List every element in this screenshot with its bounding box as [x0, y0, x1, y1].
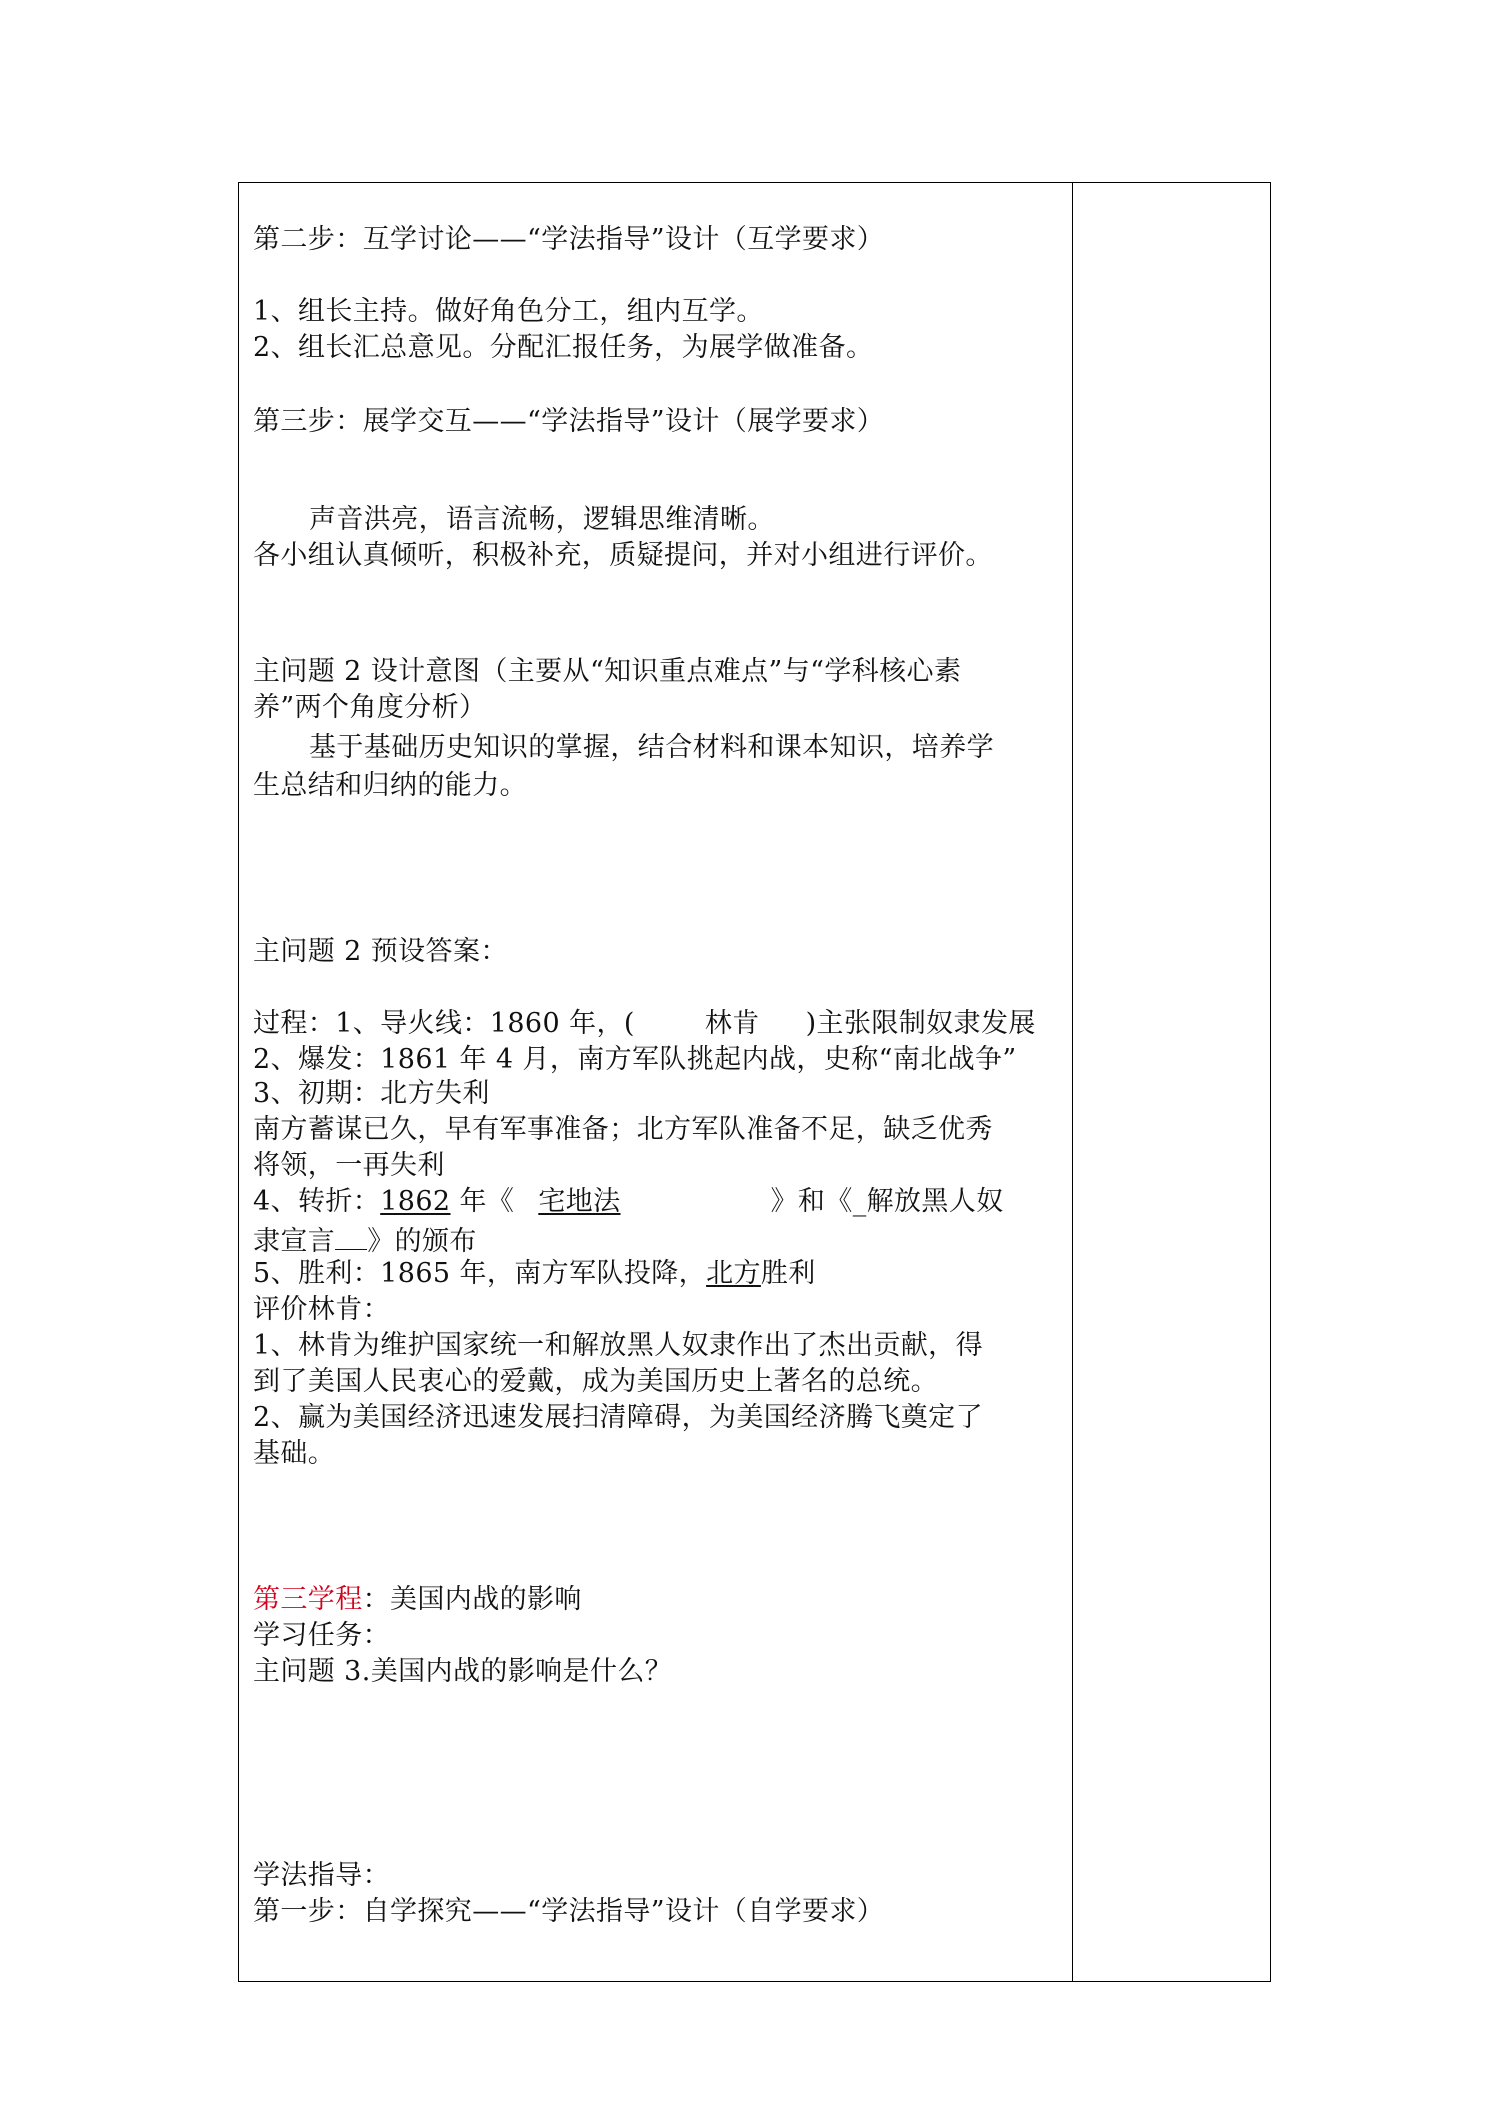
answer-4b-blank — [335, 1221, 367, 1250]
answer-line-4b — [253, 1221, 477, 1259]
step2-title: 第二步：互学讨论——“学法指导”设计（互学要求） — [253, 224, 885, 255]
step3-item-2: 各小组认真倾听，积极补充，质疑提问，并对小组进行评价。 — [253, 540, 993, 571]
column-divider — [1072, 183, 1073, 1981]
answer-1-suffix: )主张限制奴隶发展 — [805, 1008, 1036, 1039]
answer-5-fill: 北方 — [706, 1258, 761, 1289]
answer-line-5 — [253, 1257, 816, 1291]
intent-body-line-1: 基于基础历史知识的掌握，结合材料和课本知识，培养学 — [309, 732, 994, 763]
step3-item-1: 声音洪亮，语言流畅，逻辑思维清晰。 — [309, 504, 775, 535]
task-title: 学习任务： — [253, 1620, 390, 1651]
answer-line-3-detail-1: 南方蓄谋已久，早有军事准备；北方军队准备不足，缺乏优秀 — [253, 1114, 993, 1145]
evaluation-1-line-2: 到了美国人民衷心的爱戴，成为美国历史上著名的总统。 — [253, 1366, 938, 1397]
guide-title: 学法指导： — [253, 1860, 390, 1891]
answer-4-law — [514, 1186, 770, 1217]
answer-4-law-text: 宅地法 — [538, 1186, 621, 1217]
intent-title-line-1: 主问题 2 设计意图（主要从“知识重点难点”与“学科核心素 — [253, 656, 962, 687]
section3-title: ：美国内战的影响 — [362, 1584, 582, 1615]
answer-line-3-detail-2: 将领，一再失利 — [253, 1150, 445, 1181]
evaluation-title: 评价林肯： — [253, 1294, 390, 1325]
answer-line-4 — [253, 1185, 1004, 1219]
evaluation-2-line-1: 2、赢为美国经济迅速发展扫清障碍，为美国经济腾飞奠定了 — [253, 1402, 983, 1433]
question-3: 主问题 3.美国内战的影响是什么？ — [253, 1656, 673, 1687]
answer-line-1 — [253, 1007, 1036, 1041]
answer-4-mid-2: 》和《_解放黑人奴 — [770, 1186, 1004, 1217]
lesson-table — [238, 182, 1271, 1982]
step1-title: 第一步：自学探究——“学法指导”设计（自学要求） — [253, 1896, 885, 1927]
step2-item-1: 1、组长主持。做好角色分工，组内互学。 — [253, 296, 764, 327]
step2-item-2: 2、组长汇总意见。分配汇报任务，为展学做准备。 — [253, 332, 874, 363]
intent-body-line-2: 生总结和归纳的能力。 — [253, 770, 527, 801]
evaluation-1-line-1: 1、林肯为维护国家统一和解放黑人奴隶作出了杰出贡献，得 — [253, 1330, 983, 1361]
answer-title: 主问题 2 预设答案： — [253, 936, 508, 967]
answer-4-prefix: 4、转折： — [253, 1186, 381, 1217]
answer-4b-prefix: 隶宣言 — [253, 1226, 336, 1257]
answer-5-prefix: 5、胜利：1865 年，南方军队投降， — [253, 1258, 707, 1289]
answer-4b-suffix: 》的颁布 — [367, 1226, 477, 1257]
answer-4-year: 1862 — [380, 1186, 451, 1217]
intent-title-line-2: 养”两个角度分析） — [253, 692, 487, 723]
answer-line-3: 3、初期：北方失利 — [253, 1078, 490, 1109]
section3-heading — [253, 1583, 582, 1617]
step3-title: 第三步：展学交互——“学法指导”设计（展学要求） — [253, 406, 885, 437]
section3-label: 第三学程 — [253, 1584, 363, 1615]
answer-line-2: 2、爆发：1861 年 4 月，南方军队挑起内战，史称“南北战争” — [253, 1044, 1017, 1075]
answer-4-mid-1: 年《 — [450, 1186, 515, 1217]
answer-1-fill: 林肯 — [704, 1008, 760, 1039]
evaluation-2-line-2: 基础。 — [253, 1438, 336, 1469]
answer-5-suffix: 胜利 — [760, 1258, 816, 1289]
answer-1-prefix: 过程：1、导火线：1860 年，( — [253, 1008, 635, 1039]
